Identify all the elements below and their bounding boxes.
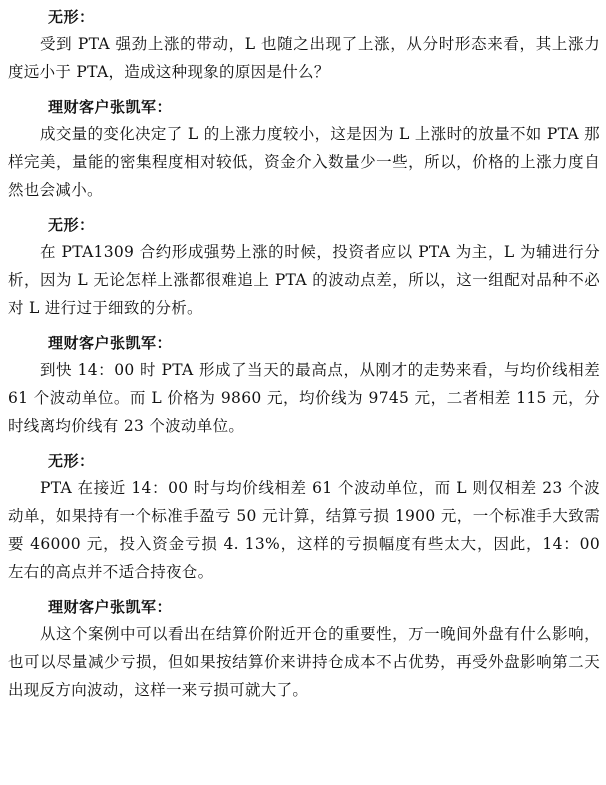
dialogue-block-4 xyxy=(8,332,600,440)
dialogue-paragraph: 到快 14：00 时 PTA 形成了当天的最高点，从刚才的走势来看，与均价线相差 61 个波动单位。而 L 价格为 9860 元，均价线为 9745 元，二者相差 115 元，分时线离均价线有 23 个波动单位。 xyxy=(8,361,600,435)
dialogue-paragraph: 从这个案例中可以看出在结算价附近开仓的重要性，万一晚间外盘有什么影响，也可以尽量减少亏损，但如果按结算价来讲持仓成本不占优势，再受外盘影响第二天出现反方向波动，这样一来亏损可就大了。 xyxy=(8,625,600,699)
speaker-label: 理财客户张凯军： xyxy=(48,598,173,616)
dialogue-block-1 xyxy=(8,6,600,86)
dialogue-block-2 xyxy=(8,96,600,204)
speaker-label: 理财客户张凯军： xyxy=(48,334,173,352)
speaker-label: 无形： xyxy=(48,216,95,234)
speaker-label: 无形： xyxy=(48,452,95,470)
speaker-label: 无形： xyxy=(48,8,95,26)
dialogue-block-5 xyxy=(8,450,600,586)
dialogue-paragraph: 在 PTA1309 合约形成强势上涨的时候，投资者应以 PTA 为主，L 为辅进行分析，因为 L 无论怎样上涨都很难追上 PTA 的波动点差，所以，这一组配对品种不必对 L 进行过于细致的分析。 xyxy=(8,243,600,317)
dialogue-paragraph: 成交量的变化决定了 L 的上涨力度较小，这是因为 L 上涨时的放量不如 PTA 那样完美，量能的密集程度相对较低，资金介入数量少一些，所以，价格的上涨力度自然也会减小。 xyxy=(8,125,600,199)
speaker-label: 理财客户张凯军： xyxy=(48,98,173,116)
dialogue-block-6 xyxy=(8,596,600,704)
dialogue-block-3 xyxy=(8,214,600,322)
dialogue-paragraph: PTA 在接近 14：00 时与均价线相差 61 个波动单位，而 L 则仅相差 23 个波动单，如果持有一个标准手盈亏 50 元计算，结算亏损 1900 元，一个标准手大致需要 46000 元，投入资金亏损 4. 13%，这样的亏损幅度有些太大，因此，14：00 左右的高点并不适合持夜仓。 xyxy=(8,479,600,581)
dialogue-paragraph: 受到 PTA 强劲上涨的带动，L 也随之出现了上涨，从分时形态来看，其上涨力度远小于 PTA，造成这种现象的原因是什么？ xyxy=(8,35,600,81)
